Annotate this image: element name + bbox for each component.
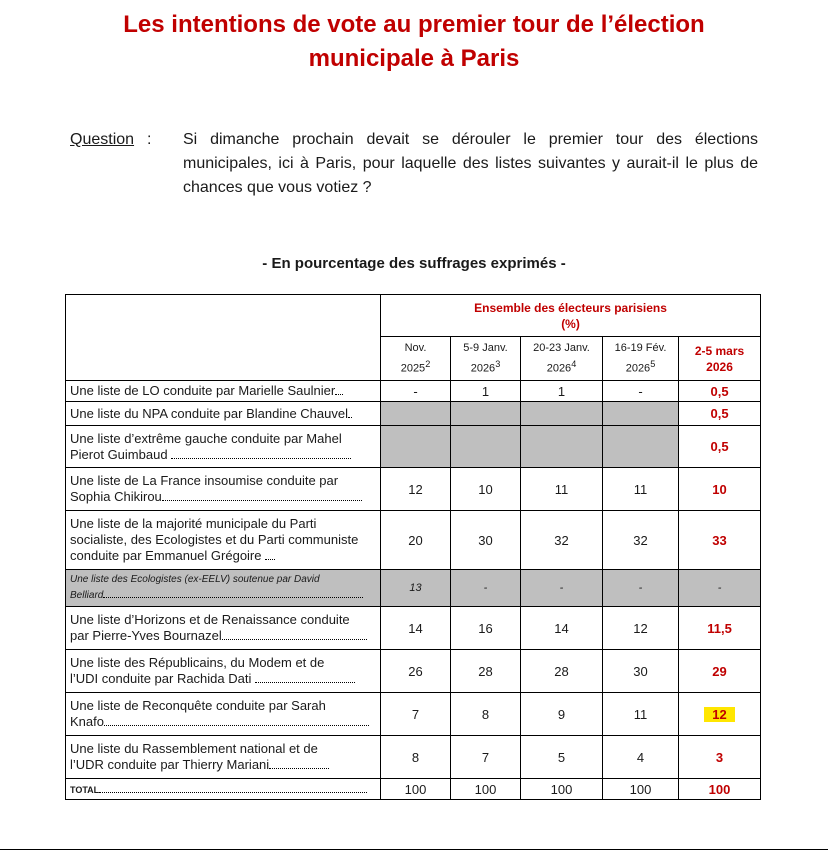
column-header-line1: 20-23 Janv.	[533, 342, 590, 355]
row-label: Une liste d’extrême gauche conduite par Mahel Pierot Guimbaud	[66, 426, 381, 468]
cell-value: 11	[521, 468, 603, 511]
table-row	[66, 693, 761, 736]
page-title	[0, 8, 828, 76]
cell-value: 7	[451, 736, 521, 779]
row-label: Une liste de Reconquête conduite par Sarah Knafo	[66, 693, 381, 736]
cell-value: 4	[603, 736, 679, 779]
cell-value: -	[603, 570, 679, 607]
cell-empty-grey	[521, 402, 603, 426]
cell-value: 30	[451, 511, 521, 570]
column-header-current	[679, 337, 761, 381]
cell-empty-grey	[603, 426, 679, 468]
table-row	[66, 650, 761, 693]
column-header	[603, 337, 679, 381]
title-line-1: Les intentions de vote au premier tour de l’élection	[123, 11, 705, 38]
cell-value: 32	[603, 511, 679, 570]
row-label: Une liste du NPA conduite par Blandine Chauvel	[66, 402, 381, 426]
cell-value: 26	[381, 650, 451, 693]
cell-value: 1	[521, 381, 603, 402]
group-header-unit: (%)	[561, 316, 580, 331]
cell-value: 28	[451, 650, 521, 693]
row-label: Une liste du Rassemblement national et de l’UDR conduite par Thierry Mariani	[66, 736, 381, 779]
total-value-current: 100	[679, 779, 761, 800]
table-row	[66, 468, 761, 511]
total-value: 100	[603, 779, 679, 800]
cell-value-current: 29	[679, 650, 761, 693]
cell-value-current: 0,5	[679, 381, 761, 402]
table-row	[66, 607, 761, 650]
cell-value: 8	[451, 693, 521, 736]
header-corner-cell	[66, 295, 381, 381]
column-header-footnote: 2	[425, 359, 431, 370]
title-line-2: municipale à Paris	[308, 45, 520, 72]
cell-value: 10	[451, 468, 521, 511]
total-value: 100	[381, 779, 451, 800]
cell-value-current: 11,5	[679, 607, 761, 650]
table-row	[66, 511, 761, 570]
cell-value: 20	[381, 511, 451, 570]
cell-value: 9	[521, 693, 603, 736]
row-label: Une liste des Ecologistes (ex-EELV) soutenue par David Belliard	[66, 570, 381, 607]
cell-value: 28	[521, 650, 603, 693]
group-header-title: Ensemble des électeurs parisiens	[474, 300, 667, 315]
bottom-rule	[0, 849, 828, 850]
cell-value: 12	[603, 607, 679, 650]
column-header-line1: 2-5 mars	[694, 343, 745, 358]
column-header-line1: Nov.	[404, 342, 427, 355]
results-table	[65, 294, 761, 800]
cell-value: -	[451, 570, 521, 607]
column-header-line2: 2026	[470, 362, 496, 375]
cell-empty-grey	[451, 402, 521, 426]
cell-value-current	[679, 693, 761, 736]
table-subtitle: - En pourcentage des suffrages exprimés -	[262, 255, 566, 272]
cell-value-current: 33	[679, 511, 761, 570]
question-text: Si dimanche prochain devait se dérouler le premier tour des élections municipales, ici à Paris, pour laquelle des listes suivantes y aurait-il le plus de chances que vous votiez ?	[183, 131, 758, 196]
total-label: TOTAL	[70, 784, 100, 795]
cell-value: 13	[381, 570, 451, 607]
column-header	[381, 337, 451, 381]
column-header	[521, 337, 603, 381]
cell-value: -	[603, 381, 679, 402]
cell-value-current: 0,5	[679, 402, 761, 426]
cell-value: 8	[381, 736, 451, 779]
cell-empty-grey	[381, 426, 451, 468]
cell-value: 12	[381, 468, 451, 511]
cell-value: 16	[451, 607, 521, 650]
highlighted-value: 12	[704, 707, 734, 722]
table-row	[66, 736, 761, 779]
column-header-line1: 5-9 Janv.	[463, 342, 508, 355]
row-label: Une liste de LO conduite par Marielle Saulnier	[66, 381, 381, 402]
row-label: Une liste de La France insoumise conduite par Sophia Chikirou	[66, 468, 381, 511]
cell-value: 11	[603, 468, 679, 511]
cell-value: -	[381, 381, 451, 402]
column-header-line2: 2026	[546, 362, 572, 375]
cell-empty-grey	[381, 402, 451, 426]
column-header-line2: 2025	[400, 362, 426, 375]
cell-value-current: 10	[679, 468, 761, 511]
cell-value: 14	[521, 607, 603, 650]
question-colon: :	[147, 131, 152, 148]
column-header	[451, 337, 521, 381]
cell-value: -	[521, 570, 603, 607]
row-label: Une liste d’Horizons et de Renaissance conduite par Pierre-Yves Bournazel	[66, 607, 381, 650]
column-header-line2: 2026	[625, 362, 651, 375]
table-row	[66, 426, 761, 468]
row-label: Une liste de la majorité municipale du Parti socialiste, des Ecologistes et du Parti communiste conduite par Emmanuel Grégoire	[66, 511, 381, 570]
cell-value-current: 3	[679, 736, 761, 779]
cell-empty-grey	[521, 426, 603, 468]
cell-value: 1	[451, 381, 521, 402]
total-value: 100	[451, 779, 521, 800]
cell-value-current: -	[679, 570, 761, 607]
column-header-line1: 16-19 Fév.	[614, 342, 667, 355]
total-row	[66, 779, 761, 800]
cell-value: 14	[381, 607, 451, 650]
cell-value: 5	[521, 736, 603, 779]
cell-value: 32	[521, 511, 603, 570]
cell-empty-grey	[451, 426, 521, 468]
column-header-footnote: 3	[495, 359, 501, 370]
cell-value-current: 0,5	[679, 426, 761, 468]
cell-value: 30	[603, 650, 679, 693]
cell-empty-grey	[603, 402, 679, 426]
group-header-row	[66, 295, 761, 337]
table-row	[66, 570, 761, 607]
cell-value: 11	[603, 693, 679, 736]
column-header-footnote: 4	[571, 359, 577, 370]
group-header-cell	[381, 295, 761, 337]
cell-value: 7	[381, 693, 451, 736]
column-header-line2: 2026	[706, 359, 733, 374]
table-row	[66, 381, 761, 402]
table-row	[66, 402, 761, 426]
question-label: Question	[70, 131, 135, 148]
row-label: Une liste des Républicains, du Modem et de l’UDI conduite par Rachida Dati	[66, 650, 381, 693]
column-header-footnote: 5	[650, 359, 656, 370]
total-value: 100	[521, 779, 603, 800]
total-label-cell	[66, 779, 381, 800]
